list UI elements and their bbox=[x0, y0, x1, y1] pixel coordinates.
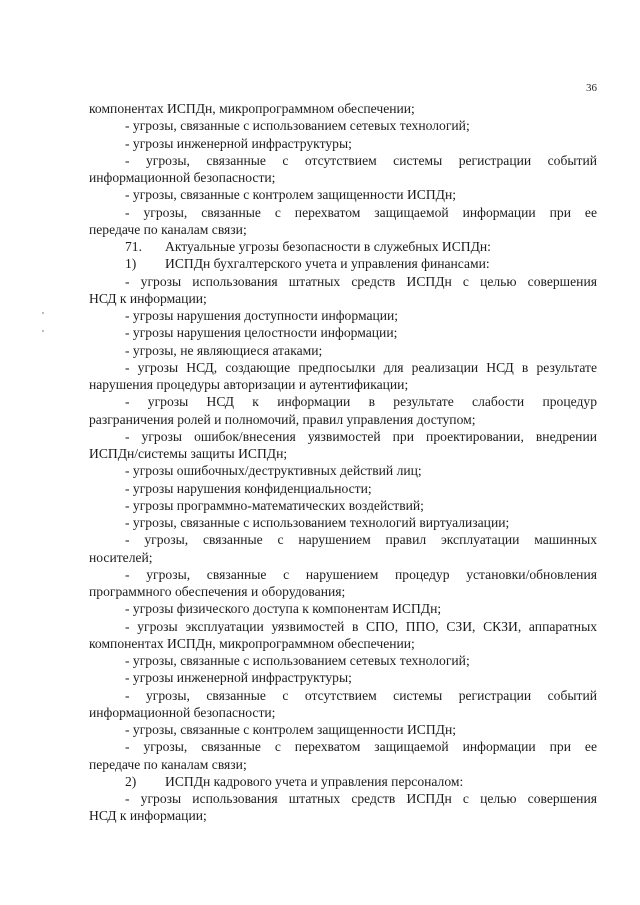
text-line: ИСПДн/системы защиты ИСПДн; bbox=[89, 446, 288, 461]
text-line: - угрозы НСД к информации в результате слабости процедур bbox=[125, 394, 597, 410]
text-line: - угрозы, не являющиеся атаками; bbox=[125, 342, 323, 358]
item-text: ИСПДн бухгалтерского учета и управления финансами: bbox=[165, 256, 490, 272]
text-line: НСД к информации; bbox=[89, 808, 207, 824]
text-line: - угрозы, связанные с нарушением процедур установки/обновления bbox=[125, 566, 597, 582]
text-line: - угрозы нарушения конфиденциальности; bbox=[125, 480, 372, 496]
text-line: - угрозы, связанные с контролем защищенности ИСПДн; bbox=[125, 722, 456, 737]
text-line: - угрозы нарушения целостности информации; bbox=[125, 325, 398, 341]
text-line: программного обеспечения и оборудования; bbox=[89, 584, 346, 599]
item-text: ИСПДн кадрового учета и управления персоналом: bbox=[165, 773, 464, 789]
text-line: передаче по каналам связи; bbox=[89, 756, 247, 772]
document-body bbox=[89, 100, 597, 825]
page-number: 36 bbox=[586, 82, 597, 94]
item-number: 71. bbox=[125, 239, 142, 254]
text-line: - угрозы физического доступа к компонентам ИСПДн; bbox=[125, 601, 442, 617]
text-line: - угрозы, связанные с контролем защищенности ИСПДн; bbox=[125, 187, 456, 203]
numbered-heading-line bbox=[89, 773, 597, 790]
text-line: - угрозы использования штатных средств ИСПДн с целью совершения bbox=[125, 791, 597, 806]
text-line: - угрозы программно-математических воздействий; bbox=[125, 497, 424, 513]
text-line: - угрозы инженерной инфраструктуры; bbox=[125, 670, 352, 686]
text-line: - угрозы инженерной инфраструктуры; bbox=[125, 135, 352, 151]
text-line: носителей; bbox=[89, 549, 153, 565]
text-line: - угрозы, связанные с использованием технологий виртуализации; bbox=[125, 515, 510, 530]
item-text: Актуальные угрозы безопасности в служебных ИСПДн: bbox=[165, 239, 491, 254]
text-line: - угрозы, связанные с перехватом защищаемой информации при ее bbox=[125, 204, 597, 220]
margin-mark bbox=[42, 312, 44, 314]
text-line: передаче по каналам связи; bbox=[89, 221, 247, 237]
text-line: - угрозы, связанные с использованием сетевых технологий; bbox=[125, 653, 470, 668]
numbered-heading-line bbox=[89, 238, 597, 255]
text-line: НСД к информации; bbox=[89, 290, 207, 306]
text-line: - угрозы, связанные с отсутствием системы регистрации событий bbox=[125, 152, 597, 168]
text-line: информационной безопасности; bbox=[89, 704, 276, 720]
item-number: 1) bbox=[125, 256, 137, 272]
text-line: нарушения процедуры авторизации и аутентификации; bbox=[89, 377, 409, 392]
text-line: - угрозы, связанные с перехватом защищаемой информации при ее bbox=[125, 739, 597, 755]
numbered-heading-line bbox=[89, 255, 597, 272]
text-line: - угрозы эксплуатации уязвимостей в СПО, ППО, СЗИ, СКЗИ, аппаратных bbox=[125, 618, 597, 634]
text-line: - угрозы ошибок/внесения уязвимостей при проектировании, внедрении bbox=[125, 428, 597, 444]
text-line: - угрозы ошибочных/деструктивных действий лиц; bbox=[125, 463, 422, 479]
text-line: - угрозы, связанные с отсутствием системы регистрации событий bbox=[125, 687, 597, 703]
text-line: информационной безопасности; bbox=[89, 170, 276, 185]
text-line: - угрозы использования штатных средств ИСПДн с целью совершения bbox=[125, 273, 597, 289]
text-line: - угрозы нарушения доступности информации; bbox=[125, 308, 399, 323]
text-line: компонентах ИСПДн, микропрограммном обеспечении; bbox=[89, 635, 415, 651]
text-line: - угрозы, связанные с нарушением правил эксплуатации машинных bbox=[125, 532, 597, 548]
text-line: - угрозы, связанные с использованием сетевых технологий; bbox=[125, 118, 470, 134]
margin-mark bbox=[42, 330, 44, 332]
text-line: - угрозы НСД, создающие предпосылки для реализации НСД в результате bbox=[125, 359, 597, 375]
text-line: разграничения ролей и полномочий, правил управления доступом; bbox=[89, 411, 476, 427]
item-number: 2) bbox=[125, 773, 137, 789]
text-line: компонентах ИСПДн, микропрограммном обеспечении; bbox=[89, 101, 415, 116]
